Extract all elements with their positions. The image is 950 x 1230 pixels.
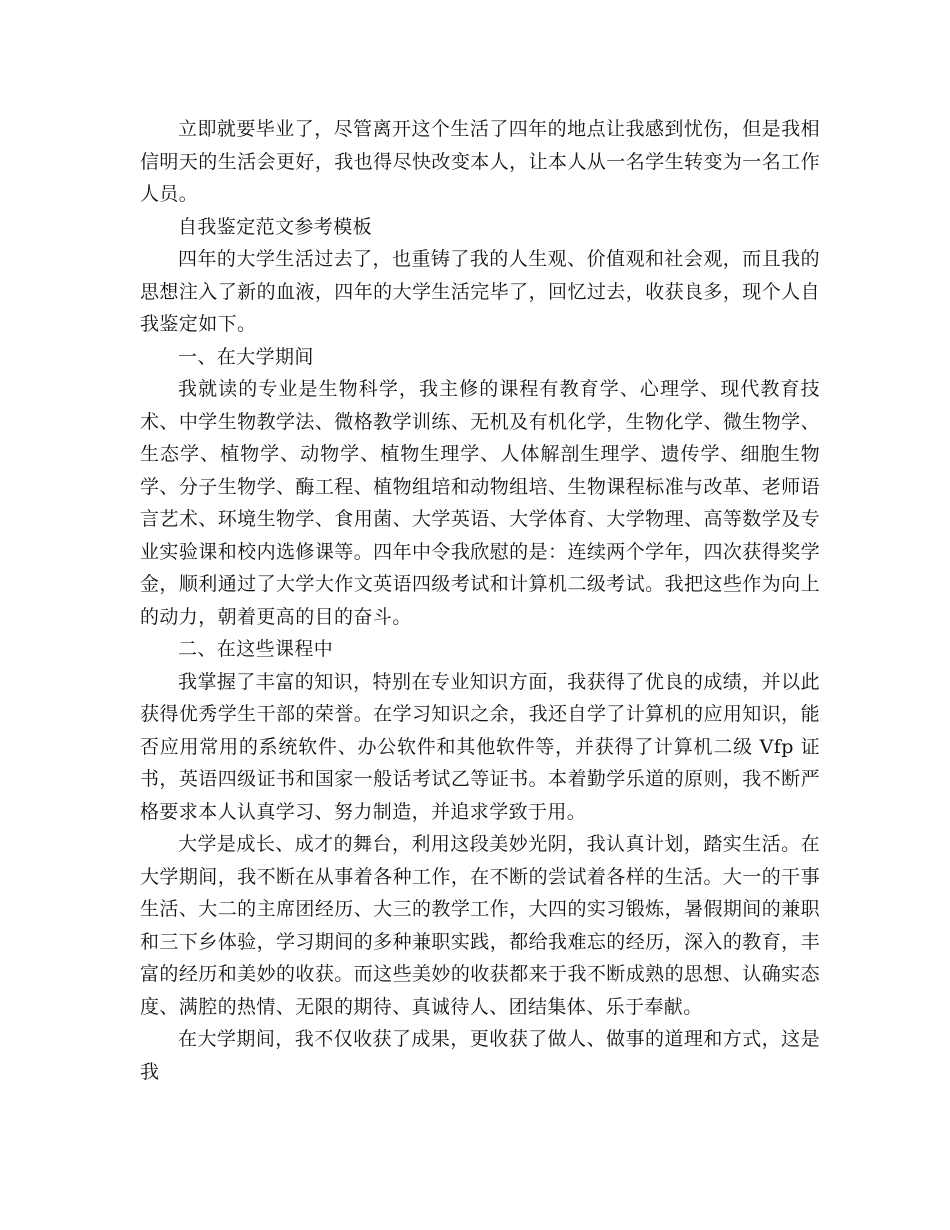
section-heading-courses: 二、在这些课程中	[178, 638, 334, 660]
paragraph-growth: 大学是成长、成才的舞台，利用这段美妙光阴，我认真计划，踏实生活。在大学期间，我不断在从事着各种工作，在不断的尝试着各样的生活。大一的干事生活、大二的主席团经历、大三的教学工作，大四的实习锻炼，暑假期间的兼职和三下乡体验，学习期间的多种兼职实践，都给我难忘的经历，深入的教育，丰富的经历和美妙的收获。而这些美妙的收获都来于我不断成熟的思想、认确实态度、满腔的热情、无限的期待、真诚待人、团结集体、乐于奉献。	[140, 833, 820, 1018]
paragraph-graduation: 立即就要毕业了，尽管离开这个生活了四年的地点让我感到忧伤，但是我相信明天的生活会更好，我也得尽快改变本人，让本人从一名学生转变为一名工作人员。	[140, 118, 820, 205]
section-title-template: 自我鉴定范文参考模板	[178, 215, 373, 238]
section-heading-university: 一、在大学期间	[178, 345, 314, 368]
paragraph-harvest: 在大学期间，我不仅收获了成果，更收获了做人、做事的道理和方式，这是我	[140, 1028, 820, 1083]
document-page	[140, 113, 820, 1088]
paragraph-knowledge: 我掌握了丰富的知识，特别在专业知识方面，我获得了优良的成绩，并以此获得优秀学生干部的荣誉。在学习知识之余，我还自学了计算机的应用知识，能否应用常用的系统软件、办公软件和其他软件等，并获得了计算机二级 Vfp 证书，英语四级证书和国家一般话考试乙等证书。本着勤学乐道的原则，我不断严格要求本人认真学习、努力制造，并追求学致于用。	[140, 670, 820, 823]
paragraph-courses: 我就读的专业是生物科学，我主修的课程有教育学、心理学、现代教育技术、中学生物教学法、微格教学训练、无机及有机化学，生物化学、微生物学、生态学、植物学、动物学、植物生理学、人体解剖生理学、遗传学、细胞生物学、分子生物学、酶工程、植物组培和动物组培、生物课程标准与改革、老师语言艺术、环境生物学、食用菌、大学英语、大学体育、大学物理、高等数学及专业实验课和校内选修课等。四年中令我欣慰的是：连续两个学年，四次获得奖学金，顺利通过了大学大作文英语四级考试和计算机二级考试。我把这些作为向上的动力，朝着更高的目的奋斗。	[140, 378, 820, 628]
paragraph-intro: 四年的大学生活过去了，也重铸了我的人生观、价值观和社会观，而且我的思想注入了新的血液，四年的大学生活完毕了，回忆过去，收获良多，现个人自我鉴定如下。	[140, 248, 820, 335]
